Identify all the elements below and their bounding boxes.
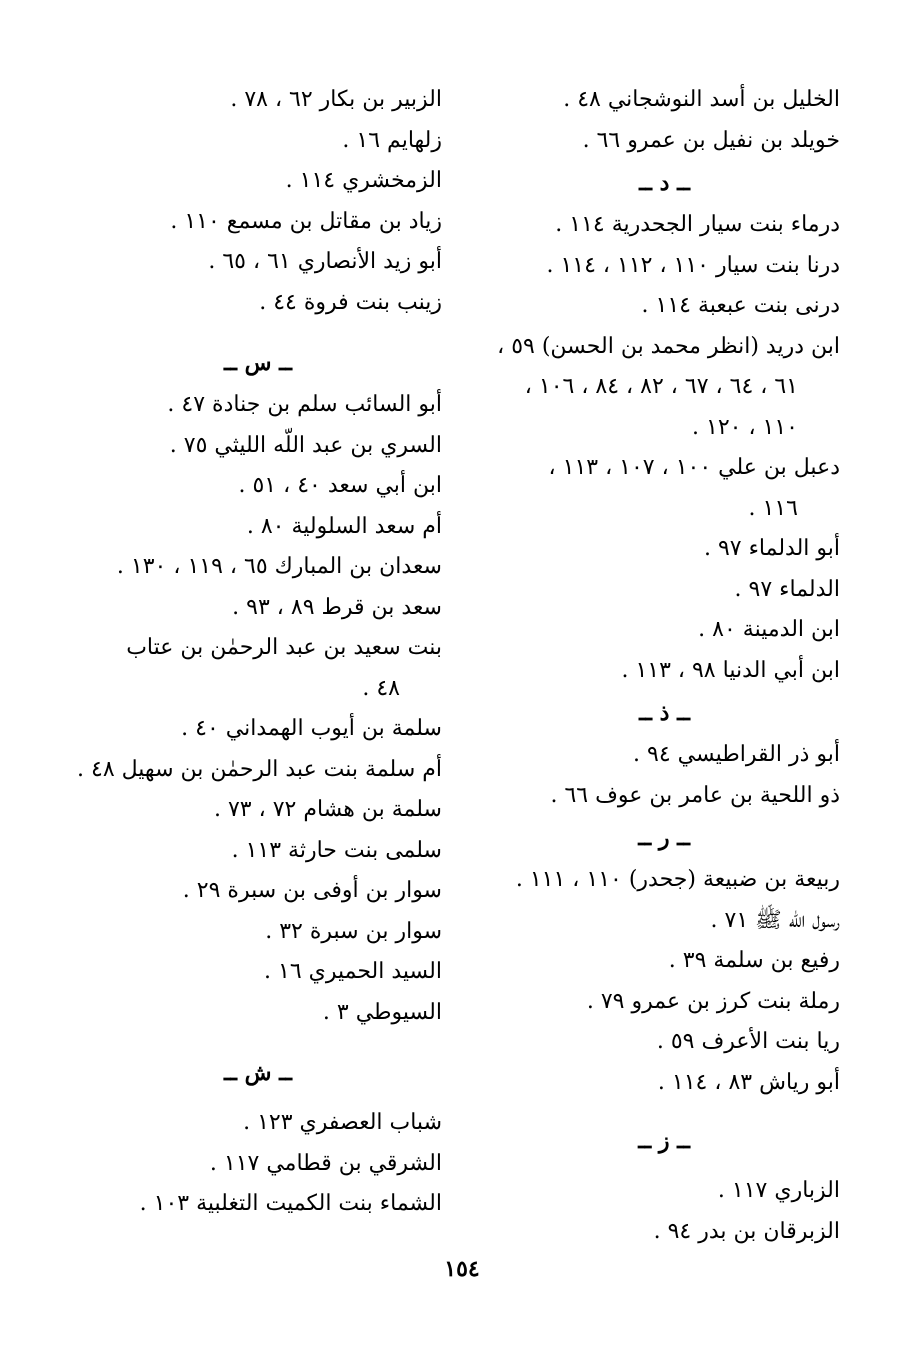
- index-entry: ربيعة بن ضبيعة (جحدر) ١١٠ ، ١١١ .: [515, 867, 840, 892]
- index-entry: الدلماء ٩٧ .: [734, 576, 840, 602]
- letter-heading-ra: ــ ر ــ: [638, 825, 690, 851]
- index-entry: السيوطي ٣ .: [322, 999, 442, 1025]
- index-entry: سعد بن قرط ٨٩ ، ٩٣ .: [232, 594, 442, 620]
- index-entry: أم سلمة بنت عبد الرحمٰن بن سهيل ٤٨ .: [77, 756, 442, 782]
- index-column-left: [70, 80, 442, 1225]
- index-entry: الزمخشري ١١٤ .: [285, 168, 442, 193]
- index-entry: أبو السائب سلم بن جنادة ٤٧ .: [167, 392, 442, 417]
- index-entry: رسول الله ﷺ ٧١ .: [710, 907, 840, 933]
- letter-heading-sin: ــ س ــ: [224, 350, 292, 376]
- index-entry: أبو رياش ٨٣ ، ١١٤ .: [657, 1069, 840, 1095]
- index-entry: السيد الحميري ١٦ .: [264, 959, 442, 984]
- index-entry: دعبل بن علي ١٠٠ ، ١٠٧ ، ١١٣ ،: [548, 455, 840, 480]
- index-entry: درنا بنت سيار ١١٠ ، ١١٢ ، ١١٤ .: [546, 252, 840, 278]
- index-entry: الخليل بن أسد النوشجاني ٤٨ .: [563, 87, 840, 112]
- index-entry: بنت سعيد بن عبد الرحمٰن بن عتاب: [126, 635, 442, 660]
- index-entry: السري بن عبد اللّه الليثي ٧٥ .: [169, 432, 442, 458]
- index-entry: أبو زيد الأنصاري ٦١ ، ٦٥ .: [208, 249, 442, 274]
- index-entry: ذو اللحية بن عامر بن عوف ٦٦ .: [550, 782, 840, 808]
- letter-heading-dhal: ــ ذ ــ: [639, 700, 690, 726]
- index-column-right: [490, 80, 840, 1252]
- index-entry: ابن أبي الدنيا ٩٨ ، ١١٣ .: [621, 657, 840, 683]
- index-entry: الزبرقان بن بدر ٩٤ .: [653, 1218, 840, 1244]
- index-entry: أم سعد السلولية ٨٠ .: [246, 513, 442, 539]
- index-entry: سلمى بنت حارثة ١١٣ .: [231, 837, 442, 863]
- index-entry-continuation: ١١٦ .: [748, 495, 798, 521]
- index-entry: ابن دريد (انظر محمد بن الحسن) ٥٩ ،: [497, 333, 840, 359]
- letter-heading-dal: ــ د ــ: [639, 170, 690, 196]
- index-entry-continuation: ٦١ ، ٦٤ ، ٦٧ ، ٨٢ ، ٨٤ ، ١٠٦ ،: [524, 374, 798, 399]
- index-entry: شباب العصفري ١٢٣ .: [243, 1110, 442, 1135]
- index-entry: زينب بنت فروة ٤٤ .: [259, 289, 442, 315]
- letter-heading-shin: ــ ش ــ: [224, 1060, 292, 1086]
- index-entry: سلمة بن هشام ٧٢ ، ٧٣ .: [213, 797, 442, 822]
- index-entry: سوار بن أوفى بن سبرة ٢٩ .: [182, 878, 442, 903]
- index-entry: سوار بن سبرة ٣٢ .: [265, 918, 442, 944]
- index-entry-continuation: ٤٨ .: [362, 675, 400, 701]
- index-entry: أبو الدلماء ٩٧ .: [703, 536, 840, 561]
- index-entry: الشرقي بن قطامي ١١٧ .: [209, 1150, 442, 1176]
- index-entry: درماء بنت سيار الجحدرية ١١٤ .: [555, 212, 840, 237]
- page-number: ١٥٤: [444, 1256, 480, 1282]
- letter-heading-zay: ــ ز ــ: [638, 1128, 690, 1154]
- index-entry-continuation: ١١٠ ، ١٢٠ .: [692, 414, 798, 440]
- index-entry: زلهايم ١٦ .: [342, 127, 442, 153]
- index-entry: الزبير بن بكار ٦٢ ، ٧٨ .: [230, 87, 442, 112]
- index-entry: رفيع بن سلمة ٣٩ .: [668, 948, 840, 973]
- index-entry: درنى بنت عبعبة ١١٤ .: [641, 293, 840, 318]
- index-entry: خويلد بن نفيل بن عمرو ٦٦ .: [582, 127, 840, 153]
- index-entry: سلمة بن أيوب الهمداني ٤٠ .: [181, 716, 442, 741]
- index-entry: زياد بن مقاتل بن مسمع ١١٠ .: [170, 208, 442, 234]
- index-entry: سعدان بن المبارك ٦٥ ، ١١٩ ، ١٣٠ .: [116, 554, 442, 579]
- index-entry: ريا بنت الأعرف ٥٩ .: [656, 1029, 840, 1054]
- index-entry: ابن أبي سعد ٤٠ ، ٥١ .: [238, 473, 442, 498]
- index-entry: الزباري ١١٧ .: [717, 1178, 840, 1203]
- index-entry: الشماء بنت الكميت التغلبية ١٠٣ .: [139, 1191, 442, 1216]
- index-entry: أبو ذر القراطيسي ٩٤ .: [633, 742, 840, 767]
- index-entry: رملة بنت كرز بن عمرو ٧٩ .: [586, 988, 840, 1014]
- index-entry: ابن الدمينة ٨٠ .: [698, 617, 840, 642]
